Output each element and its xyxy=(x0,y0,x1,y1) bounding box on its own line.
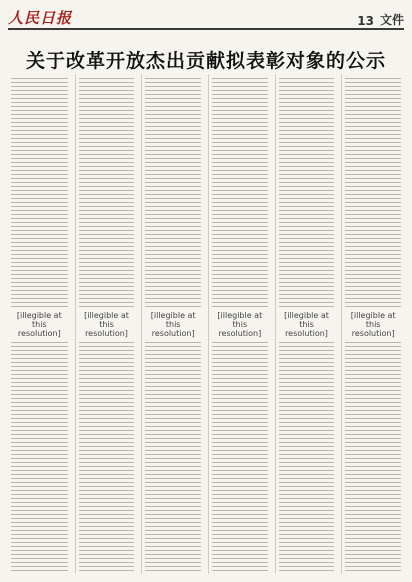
illegible-note: [illegible at this resolution] xyxy=(279,309,335,340)
headline: 关于改革开放杰出贡献拟表彰对象的公示 xyxy=(25,50,386,72)
body-column xyxy=(341,74,404,574)
illegible-note: [illegible at this resolution] xyxy=(345,309,401,340)
illegible-note: [illegible at this resolution] xyxy=(11,309,68,340)
illegible-note: [illegible at this resolution] xyxy=(145,309,201,340)
body-column xyxy=(208,74,271,574)
masthead xyxy=(8,6,404,30)
body-columns xyxy=(8,74,404,574)
body-column xyxy=(75,74,138,574)
body-column xyxy=(8,74,71,574)
illegible-note: [illegible at this resolution] xyxy=(79,309,135,340)
masthead-right xyxy=(357,11,404,28)
section-label: 文件 xyxy=(379,13,404,27)
body-column xyxy=(141,74,204,574)
page-number: 13 xyxy=(357,14,374,28)
illegible-note: [illegible at this resolution] xyxy=(212,309,268,340)
newspaper-logo: 人民日报 xyxy=(8,9,73,27)
body-column xyxy=(275,74,338,574)
